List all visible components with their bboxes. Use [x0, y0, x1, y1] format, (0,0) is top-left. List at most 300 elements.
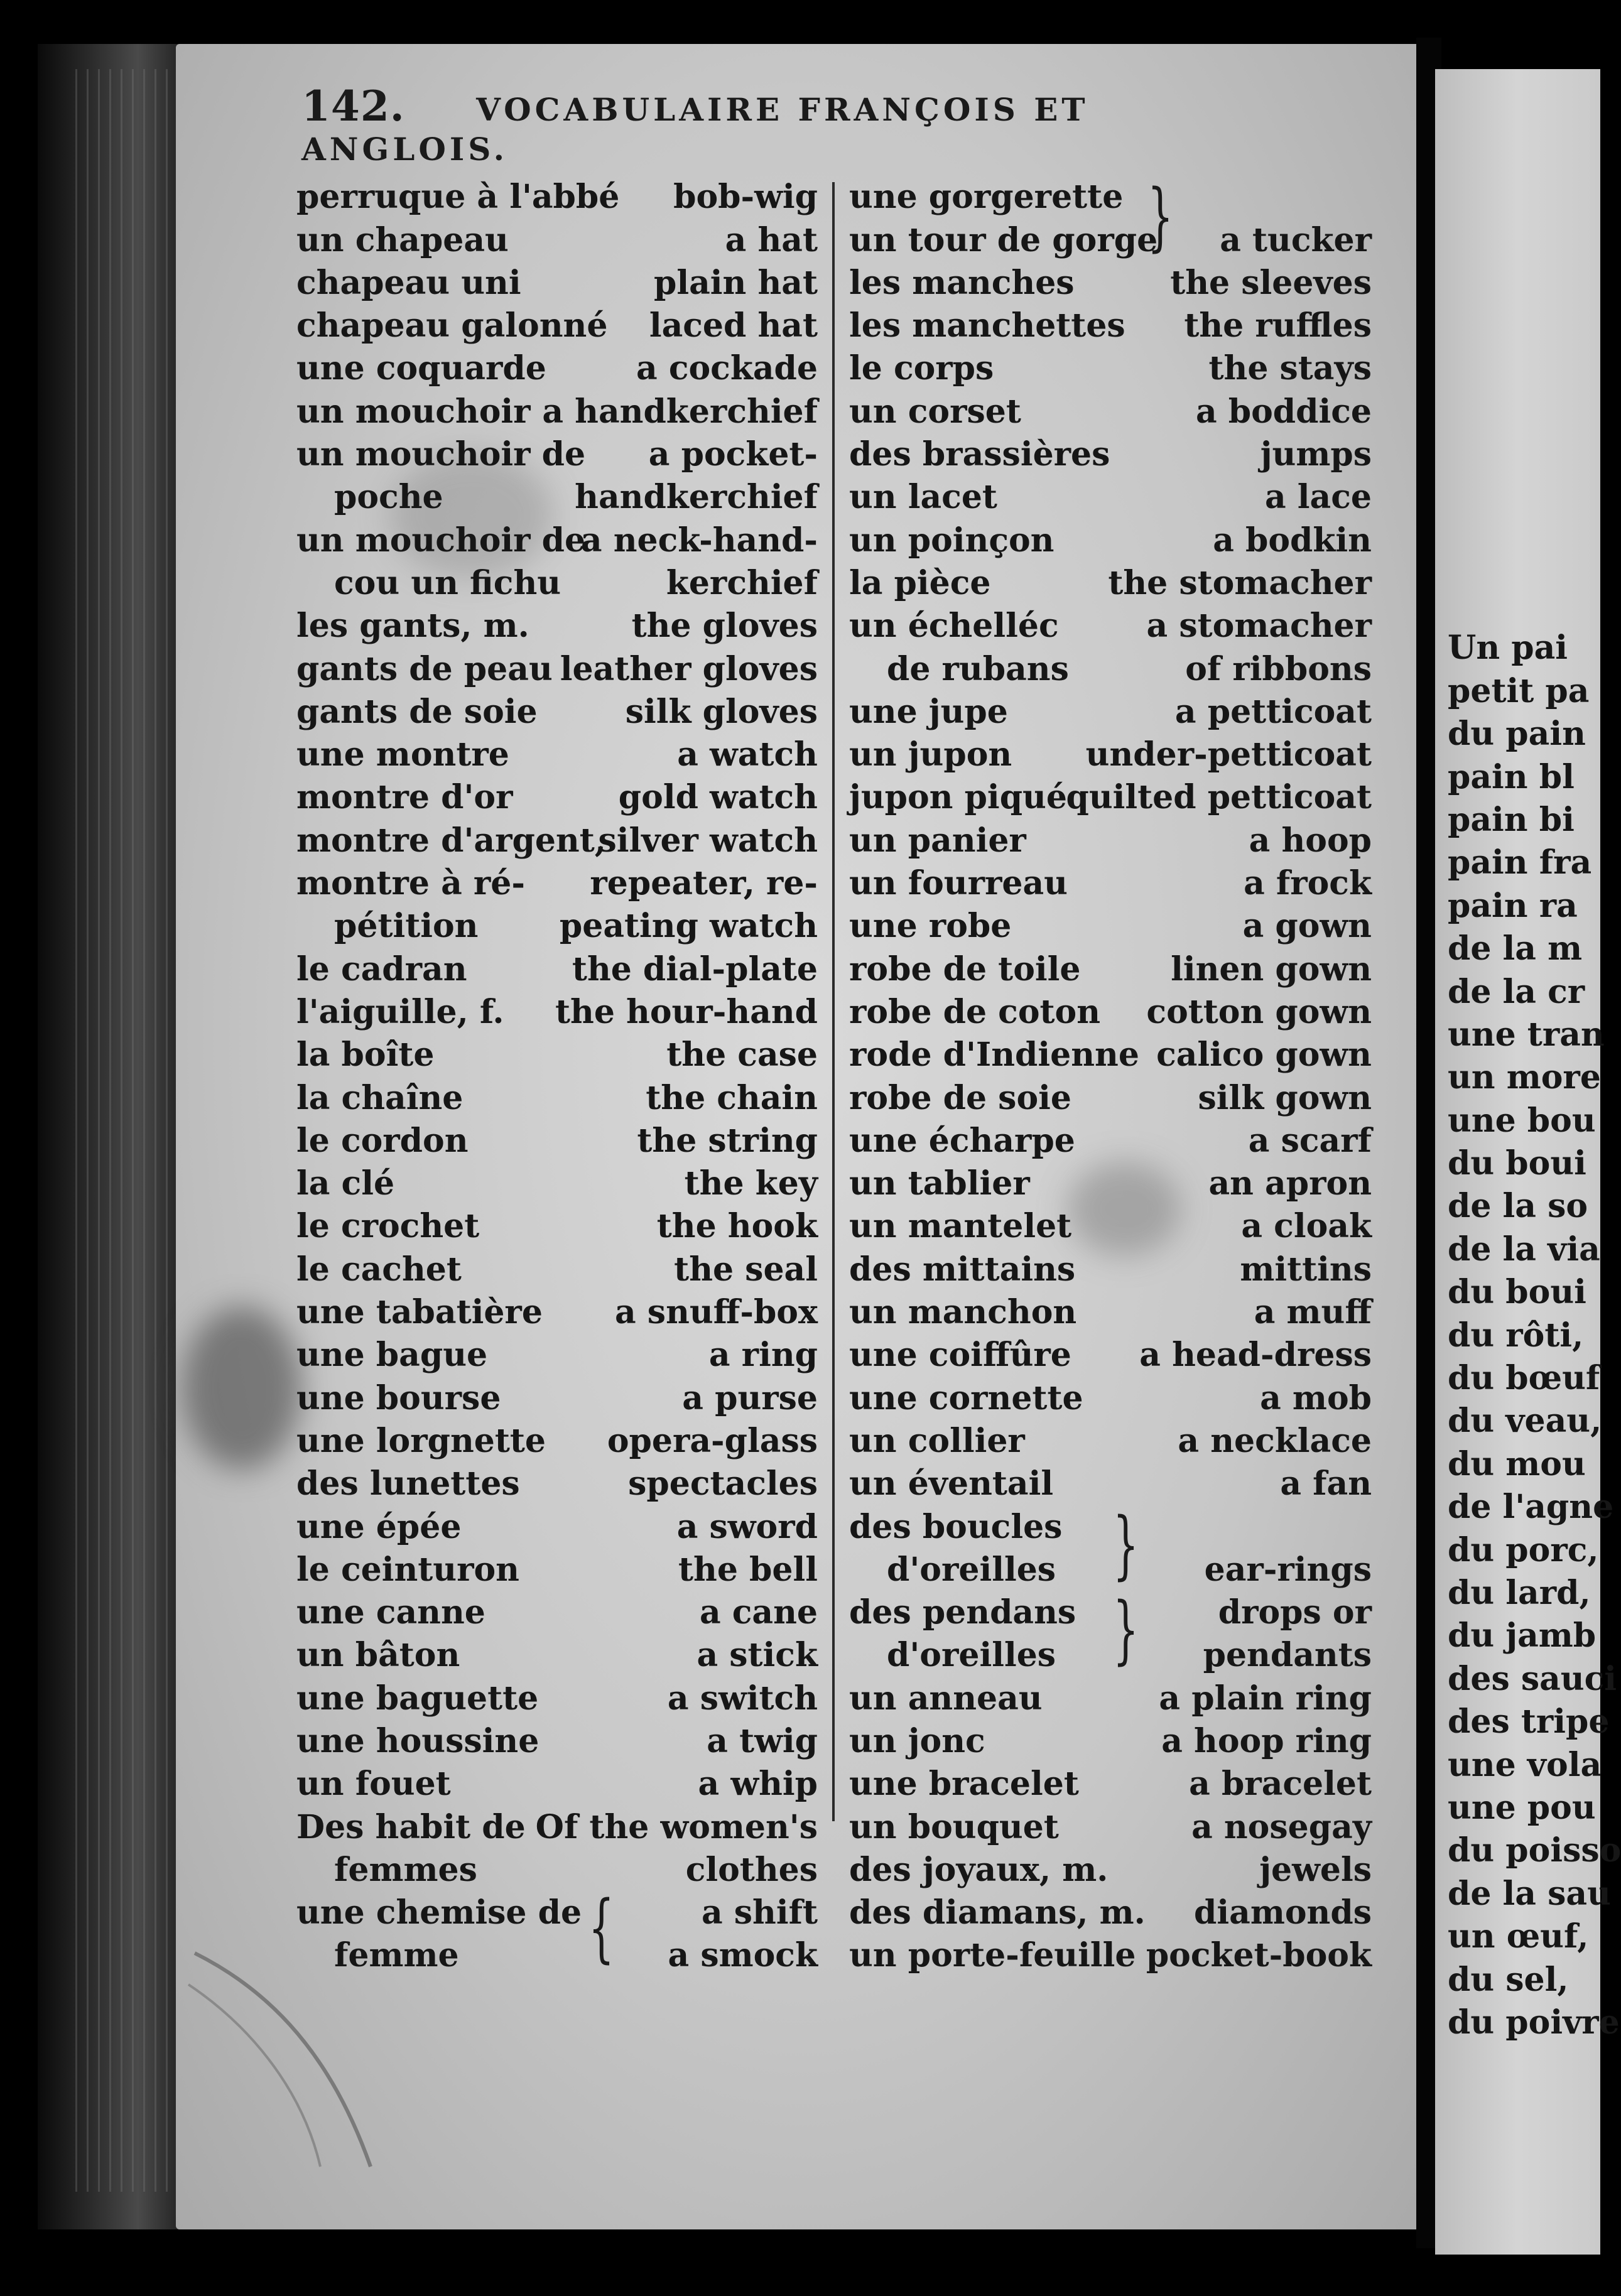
french-term: les manches [849, 263, 1075, 302]
french-term: la pièce [849, 563, 991, 602]
stain-mark [182, 1306, 301, 1470]
vocab-row [849, 1078, 1372, 1120]
vocab-row [849, 1292, 1372, 1335]
vocab-row [296, 263, 818, 306]
brace-ear-rings: } [1112, 1501, 1139, 1588]
vocab-row [849, 1464, 1372, 1507]
french-term: une cornette [849, 1378, 1083, 1417]
vocab-row [296, 1807, 818, 1849]
english-term: pocket-book [1146, 1936, 1372, 1975]
french-term: rode d'Indienne [849, 1036, 1139, 1075]
vocab-row [296, 1678, 818, 1721]
french-term: d'oreilles [887, 1550, 1056, 1589]
french-term: un manchon [849, 1293, 1077, 1332]
vocab-row [296, 949, 818, 992]
partial-vocab-row [1448, 1229, 1600, 1272]
vocab-row [849, 1550, 1372, 1593]
english-term: jumps [1260, 435, 1372, 474]
french-term-fragment: de la m [1448, 929, 1583, 968]
french-term-fragment: des tripe [1448, 1703, 1610, 1741]
english-term: under-petticoat [1085, 735, 1372, 774]
vocab-row [296, 1550, 818, 1593]
french-term-fragment: de la so [1448, 1187, 1588, 1226]
english-term: a fan [1280, 1465, 1372, 1503]
vocab-row [849, 306, 1372, 349]
english-term: the stomacher [1108, 563, 1372, 602]
french-term: un corset [849, 392, 1021, 431]
english-term: repeater, re- [590, 864, 818, 903]
vocab-row [296, 820, 818, 863]
french-term: robe de soie [849, 1078, 1071, 1117]
french-term: poche [334, 478, 443, 517]
french-term: une épée [296, 1507, 462, 1546]
vocab-row [849, 1335, 1372, 1378]
french-term-fragment: une tran [1448, 1015, 1605, 1054]
vocab-row [296, 1464, 818, 1507]
english-term: a sword [676, 1507, 818, 1546]
vocab-row [849, 520, 1372, 563]
english-term: a head-dress [1139, 1336, 1372, 1375]
english-term: a ring [708, 1336, 818, 1375]
french-term-fragment: de la via [1448, 1230, 1600, 1269]
french-term: les gants, m. [296, 607, 529, 646]
french-term: de rubans [887, 649, 1069, 688]
english-term: the ruffles [1184, 306, 1372, 345]
vocab-row [849, 606, 1372, 649]
french-term: d'oreilles [887, 1636, 1056, 1675]
partial-vocab-row [1448, 1186, 1600, 1229]
french-term: chapeau uni [296, 263, 521, 302]
partial-vocab-row [1448, 1272, 1600, 1315]
french-term: un bâton [296, 1636, 460, 1675]
english-term: a petticoat [1174, 692, 1372, 731]
english-term: a boddice [1195, 392, 1372, 431]
vocab-row [849, 1850, 1372, 1893]
vocab-row [849, 177, 1372, 220]
vocab-row [296, 606, 818, 649]
french-term-fragment: pain ra [1448, 886, 1578, 925]
vocab-row [296, 1292, 818, 1335]
english-term: a whip [698, 1765, 818, 1804]
english-term: a bodkin [1213, 521, 1372, 560]
partial-vocab-row [1448, 1788, 1600, 1831]
french-term: un chapeau [296, 220, 509, 259]
english-term: a watch [677, 735, 818, 774]
french-term: un échelléc [849, 607, 1059, 646]
partial-vocab-row [1448, 714, 1600, 757]
vocab-row [296, 1635, 818, 1678]
french-term: un collier [849, 1421, 1025, 1460]
vocab-row [849, 735, 1372, 777]
french-term: la clé [296, 1164, 395, 1203]
french-term: un mouchoir [296, 392, 531, 431]
french-term-fragment: pain bl [1448, 757, 1575, 796]
french-term-fragment: pain fra [1448, 843, 1592, 882]
french-term: un mantelet [849, 1207, 1072, 1246]
english-term: kerchief [666, 563, 818, 602]
english-term: a muff [1254, 1293, 1372, 1332]
french-term: chapeau galonné [296, 306, 608, 345]
french-term: un mouchoir de [296, 435, 586, 474]
vocab-row [296, 1164, 818, 1206]
partial-vocab-row [1448, 2003, 1620, 2045]
english-term: the string [637, 1121, 818, 1160]
english-term: a neck-hand- [580, 521, 818, 560]
french-term: une coiffûre [849, 1336, 1071, 1375]
english-term: the chain [646, 1078, 818, 1117]
english-term: the hook [656, 1207, 818, 1246]
english-term: the stays [1208, 349, 1372, 388]
brace-drops: } [1112, 1586, 1139, 1672]
vocab-row [849, 1378, 1372, 1421]
french-term: l'aiguille, f. [296, 992, 504, 1031]
vocab-row [849, 1164, 1372, 1206]
english-term: the sleeves [1170, 263, 1372, 302]
partial-vocab-row [1448, 1659, 1617, 1701]
english-term: silver watch [598, 821, 818, 860]
partial-vocab-row [1448, 1058, 1600, 1100]
english-term: a hoop [1249, 821, 1372, 860]
english-term: a gown [1242, 907, 1372, 946]
vocab-row [849, 1035, 1372, 1078]
english-term: Of the women's [535, 1807, 818, 1846]
english-term: handkerchief [575, 478, 818, 517]
vocab-row [296, 1593, 818, 1635]
english-term: the bell [678, 1550, 818, 1589]
french-term: les manchettes [849, 306, 1125, 345]
french-term: une bourse [296, 1378, 501, 1417]
french-term-fragment: du boui [1448, 1144, 1586, 1183]
partial-vocab-row [1448, 757, 1600, 799]
french-term-fragment: du mou [1448, 1444, 1586, 1483]
english-term: the gloves [631, 607, 818, 646]
vocab-row [849, 220, 1372, 263]
english-term: silk gown [1198, 1078, 1372, 1117]
vocab-row [296, 649, 818, 691]
french-term-fragment: une bou [1448, 1101, 1596, 1140]
french-term: robe de toile [849, 950, 1081, 988]
french-term-fragment: du porc, [1448, 1530, 1599, 1569]
french-term: le ceinturon [296, 1550, 519, 1589]
french-term: un tablier [849, 1164, 1030, 1203]
french-term: une jupe [849, 692, 1008, 731]
vocab-row [849, 992, 1372, 1035]
english-term: leather gloves [560, 649, 818, 688]
english-term: pendants [1203, 1636, 1372, 1675]
french-term: une montre [296, 735, 509, 774]
french-term: un fouet [296, 1765, 451, 1804]
french-term-fragment: du rôti, [1448, 1316, 1584, 1355]
partial-vocab-row [1448, 1144, 1600, 1186]
partial-vocab-row [1448, 628, 1600, 671]
french-term: un mouchoir de [296, 521, 586, 560]
french-term: un éventail [849, 1465, 1054, 1503]
english-term: cotton gown [1146, 992, 1372, 1031]
french-term-fragment: du pain [1448, 715, 1586, 754]
french-term: une écharpe [849, 1121, 1075, 1160]
english-term: the case [666, 1036, 818, 1075]
vocab-row [849, 949, 1372, 992]
middle-vocab-column [849, 177, 1372, 1978]
french-term-fragment: un œuf, [1448, 1917, 1589, 1956]
vocab-row [296, 1507, 818, 1549]
english-term: a hoop ring [1161, 1721, 1372, 1760]
french-term: le corps [849, 349, 994, 388]
vocab-row [296, 992, 818, 1035]
vocab-row [849, 477, 1372, 520]
english-term: silk gloves [625, 692, 818, 731]
french-term: des pendans [849, 1593, 1076, 1632]
vocab-row [296, 349, 818, 391]
partial-vocab-row [1448, 1530, 1600, 1573]
brace-shift-smock: { [588, 1884, 615, 1971]
vocab-row [849, 1678, 1372, 1721]
french-term-fragment: des sauci [1448, 1659, 1617, 1698]
partial-vocab-row [1448, 1745, 1600, 1787]
english-term: a mob [1260, 1378, 1372, 1417]
partial-vocab-row [1448, 1401, 1600, 1444]
vocab-row [849, 1635, 1372, 1678]
english-term: calico gown [1156, 1036, 1372, 1075]
vocab-row [296, 1378, 818, 1421]
vocab-row [849, 1764, 1372, 1807]
vocab-row [296, 1421, 818, 1464]
french-term: le cachet [296, 1250, 462, 1289]
french-term: une lorgnette [296, 1421, 546, 1460]
vocab-row [296, 477, 818, 520]
vocab-row [296, 735, 818, 777]
english-term: diamonds [1194, 1893, 1372, 1932]
french-term: des diamans, m. [849, 1893, 1146, 1932]
french-term: des boucles [849, 1507, 1063, 1546]
partial-vocab-row [1448, 929, 1600, 972]
french-term-fragment: une vola [1448, 1745, 1602, 1784]
vocab-row [849, 1807, 1372, 1849]
french-term: cou un fichu [334, 563, 561, 602]
french-term: femmes [334, 1850, 477, 1889]
english-term: a plain ring [1159, 1679, 1372, 1718]
english-term: a tucker [1220, 220, 1372, 259]
english-term: peating watch [559, 907, 818, 946]
right-page-column [1448, 628, 1621, 2045]
french-term-fragment: du veau, [1448, 1402, 1602, 1441]
vocab-row [296, 1206, 818, 1249]
french-term: le crochet [296, 1207, 480, 1246]
vocab-row [849, 906, 1372, 949]
english-term: the dial-plate [572, 950, 818, 988]
french-term: des joyaux, m. [849, 1850, 1109, 1889]
partial-vocab-row [1448, 1315, 1600, 1358]
left-vocab-column [296, 177, 818, 1978]
english-term: a handkerchief [542, 392, 818, 431]
vocab-row [849, 864, 1372, 906]
english-term: a smock [668, 1936, 818, 1975]
partial-vocab-row [1448, 1831, 1621, 1873]
partial-vocab-row [1448, 885, 1600, 928]
french-term-fragment: du bœuf [1448, 1359, 1600, 1398]
english-term: a purse [682, 1378, 818, 1417]
french-term-fragment: pain bi [1448, 800, 1575, 839]
french-term: robe de coton [849, 992, 1101, 1031]
partial-vocab-row [1448, 671, 1600, 713]
english-term: the seal [674, 1250, 818, 1289]
spine-texture [75, 69, 170, 2192]
french-term: pétition [334, 907, 479, 946]
vocab-row [296, 1335, 818, 1378]
french-term: une canne [296, 1593, 485, 1632]
english-term: an apron [1208, 1164, 1372, 1203]
french-term-fragment: de l'agne [1448, 1488, 1614, 1527]
french-term: montre à ré- [296, 864, 525, 903]
partial-vocab-row [1448, 1358, 1600, 1401]
english-term: a shift [701, 1893, 818, 1932]
page-title: VOCABULAIRE FRANÇOIS ET ANGLOIS. [301, 91, 1089, 168]
french-term: un tour de gorge [849, 220, 1158, 259]
vocab-row [296, 1893, 818, 1936]
french-term: des mittains [849, 1250, 1076, 1289]
french-term: un anneau [849, 1679, 1043, 1718]
french-term: montre d'argent, [296, 821, 606, 860]
vocab-row [296, 692, 818, 735]
english-term: a stick [697, 1636, 818, 1675]
vocab-row [296, 906, 818, 949]
vocab-row [296, 777, 818, 820]
french-term: des brassières [849, 435, 1110, 474]
vocab-row [296, 864, 818, 906]
french-term-fragment: un more [1448, 1058, 1601, 1097]
french-term: femme [334, 1936, 459, 1975]
english-term: laced hat [649, 306, 818, 345]
partial-vocab-row [1448, 843, 1600, 885]
french-term: le cordon [296, 1121, 469, 1160]
english-term: plain hat [654, 263, 818, 302]
vocab-row [849, 649, 1372, 691]
english-term: drops or [1218, 1593, 1372, 1632]
english-term: a stomacher [1146, 607, 1372, 646]
vocab-row [849, 1893, 1372, 1936]
partial-vocab-row [1448, 1959, 1600, 2002]
brace-tucker: } [1147, 173, 1174, 259]
vocab-row [296, 435, 818, 477]
french-term: un jupon [849, 735, 1012, 774]
english-term: a scarf [1248, 1121, 1372, 1160]
english-term: a bracelet [1189, 1765, 1372, 1804]
partial-vocab-row [1448, 1873, 1611, 1916]
vocab-row [849, 1421, 1372, 1464]
english-term: a switch [667, 1679, 818, 1718]
english-term: the hour-hand [555, 992, 818, 1031]
vocab-row [849, 820, 1372, 863]
english-term: a lace [1265, 478, 1372, 517]
french-term: une robe [849, 907, 1012, 946]
vocab-row [849, 1121, 1372, 1164]
english-term: bob-wig [673, 178, 818, 217]
french-term: la chaîne [296, 1078, 464, 1117]
french-term: le cadran [296, 950, 467, 988]
french-term-fragment: Un pai [1448, 629, 1568, 668]
vocab-row [296, 306, 818, 349]
partial-vocab-row [1448, 1616, 1600, 1659]
french-term: une houssine [296, 1721, 539, 1760]
french-term: un panier [849, 821, 1026, 860]
english-term: a pocket- [648, 435, 818, 474]
english-term: a snuff-box [615, 1293, 818, 1332]
partial-vocab-row [1448, 1444, 1600, 1486]
partial-vocab-row [1448, 800, 1600, 843]
french-term-fragment: du jamb [1448, 1616, 1597, 1655]
partial-vocab-row [1448, 972, 1600, 1014]
french-term: un bouquet [849, 1807, 1059, 1846]
french-term-fragment: de la cr [1448, 972, 1585, 1011]
french-term: une bague [296, 1336, 488, 1375]
french-term-fragment: une pou [1448, 1788, 1596, 1827]
partial-vocab-row [1448, 1487, 1614, 1530]
partial-vocab-row [1448, 1015, 1605, 1058]
english-term: a twig [707, 1721, 818, 1760]
vocab-row [849, 777, 1372, 820]
french-term-fragment: du sel, [1448, 1960, 1569, 1999]
vocab-row [296, 1721, 818, 1764]
english-term: clothes [685, 1850, 818, 1889]
english-term: a cockade [636, 349, 818, 388]
vocab-row [849, 692, 1372, 735]
vocab-row [849, 1936, 1372, 1978]
french-term-fragment: du poivre [1448, 2003, 1620, 2042]
vocab-row [296, 1121, 818, 1164]
vocab-row [849, 435, 1372, 477]
french-term-fragment: petit pa [1448, 671, 1590, 710]
french-term-fragment: du lard, [1448, 1573, 1591, 1612]
vocab-row [296, 1035, 818, 1078]
vocab-row [296, 1078, 818, 1120]
french-term: un lacet [849, 478, 997, 517]
vocab-row [849, 263, 1372, 306]
english-term: linen gown [1171, 950, 1372, 988]
english-term: a cloak [1241, 1207, 1372, 1246]
vocab-row [296, 391, 818, 434]
vocab-row [296, 177, 818, 220]
vocab-row [849, 1206, 1372, 1249]
english-term: the key [684, 1164, 818, 1203]
vocab-row [296, 563, 818, 606]
french-term: un jonc [849, 1721, 985, 1760]
vocab-row [296, 520, 818, 563]
vocab-row [849, 391, 1372, 434]
running-header [301, 82, 1306, 168]
french-term: un poinçon [849, 521, 1054, 560]
vocab-row [849, 1721, 1372, 1764]
vocab-row [296, 1764, 818, 1807]
french-term: une tabatière [296, 1293, 543, 1332]
french-term: une baguette [296, 1679, 539, 1718]
vocab-row [849, 349, 1372, 391]
french-term: montre d'or [296, 778, 513, 817]
french-term: perruque à l'abbé [296, 178, 620, 217]
vocab-row [849, 563, 1372, 606]
french-term: un fourreau [849, 864, 1068, 903]
column-divider [832, 182, 835, 1821]
english-term: a necklace [1178, 1421, 1372, 1460]
french-term-fragment: du poisso [1448, 1831, 1621, 1870]
partial-vocab-row [1448, 1702, 1610, 1745]
french-term-fragment: du boui [1448, 1273, 1586, 1312]
french-term-fragment: de la sau [1448, 1874, 1611, 1913]
vocab-row [296, 220, 818, 263]
vocab-row [296, 1850, 818, 1893]
english-term: ear-rings [1204, 1550, 1372, 1589]
english-term: of ribbons [1185, 649, 1372, 688]
english-term: spectacles [628, 1465, 818, 1503]
